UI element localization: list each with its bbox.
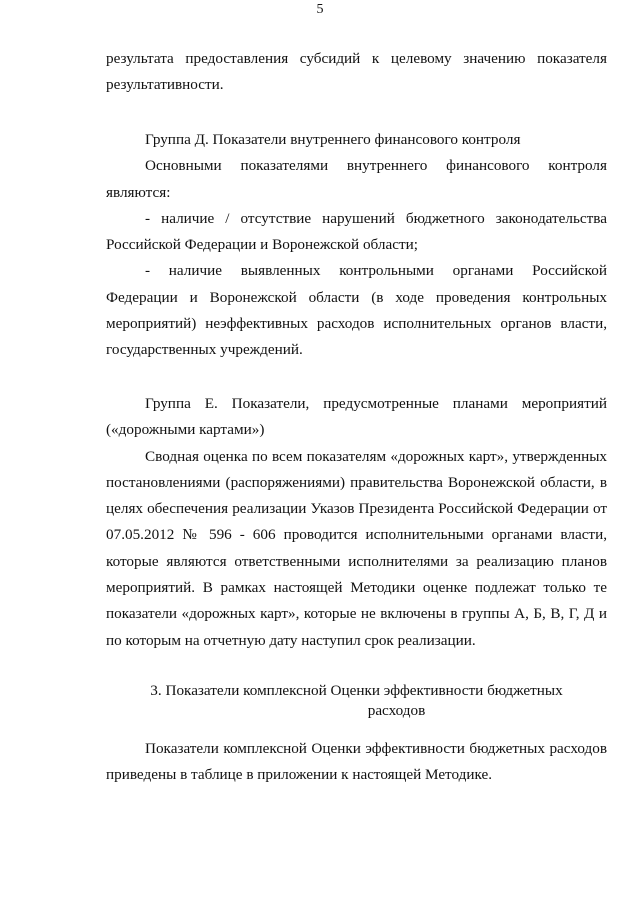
group-e-heading: Группа Е. Показатели, предусмотренные планами мероприятий («дорожными картами») [106, 395, 607, 439]
section-3-text: Показатели комплексной Оценки эффективности бюджетных расходов приведены в таблице в приложении к настоящей Методике. [106, 740, 607, 784]
group-d-item-1: - наличие / отсутствие нарушений бюджетного законодательства Российской Федерации и Воронежской области; [106, 209, 607, 254]
paragraph-text: результата предоставления субсидий к целевому значению показателя результативности. [106, 50, 607, 94]
group-d-heading: Группа Д. Показатели внутреннего финансового контроля [145, 131, 521, 148]
group-d-section [106, 127, 607, 364]
group-d-item-2: - наличие выявленных контрольными органами Российской Федерации и Воронежской области (в ходе проведения контрольных мероприятий) неэффективных расходов исполнительных органов власти, государственных учреждений. [106, 262, 607, 359]
group-d-intro: Основными показателями внутреннего финансового контроля являются: [106, 157, 607, 201]
section-3-body [106, 736, 607, 789]
paragraph-continuation [106, 46, 607, 99]
page-number: 5 [316, 2, 324, 17]
section-3-heading-line-2: расходов [367, 702, 426, 719]
section-3-heading-line-1: 3. Показатели комплексной Оценки эффективности бюджетных [150, 682, 563, 699]
group-e-section [106, 391, 607, 654]
group-e-body: Сводная оценка по всем показателям «дорожных карт», утвержденных постановлениями (распоряжениями) правительства Воронежской области, в целях обеспечения реализации Указов Президента Российской Федерации от 07.05.2012 № 596 - 606 проводится исполнительными органами власти, которые являются ответственными исполнителями за реализацию планов мероприятий. В рамках настоящей Методики оценке подлежат только те показатели «дорожных карт», которые не включены в группы А, Б, В, Г, Д и по которым на отчетную дату наступил срок реализации. [106, 447, 607, 649]
section-3-heading [106, 681, 607, 721]
